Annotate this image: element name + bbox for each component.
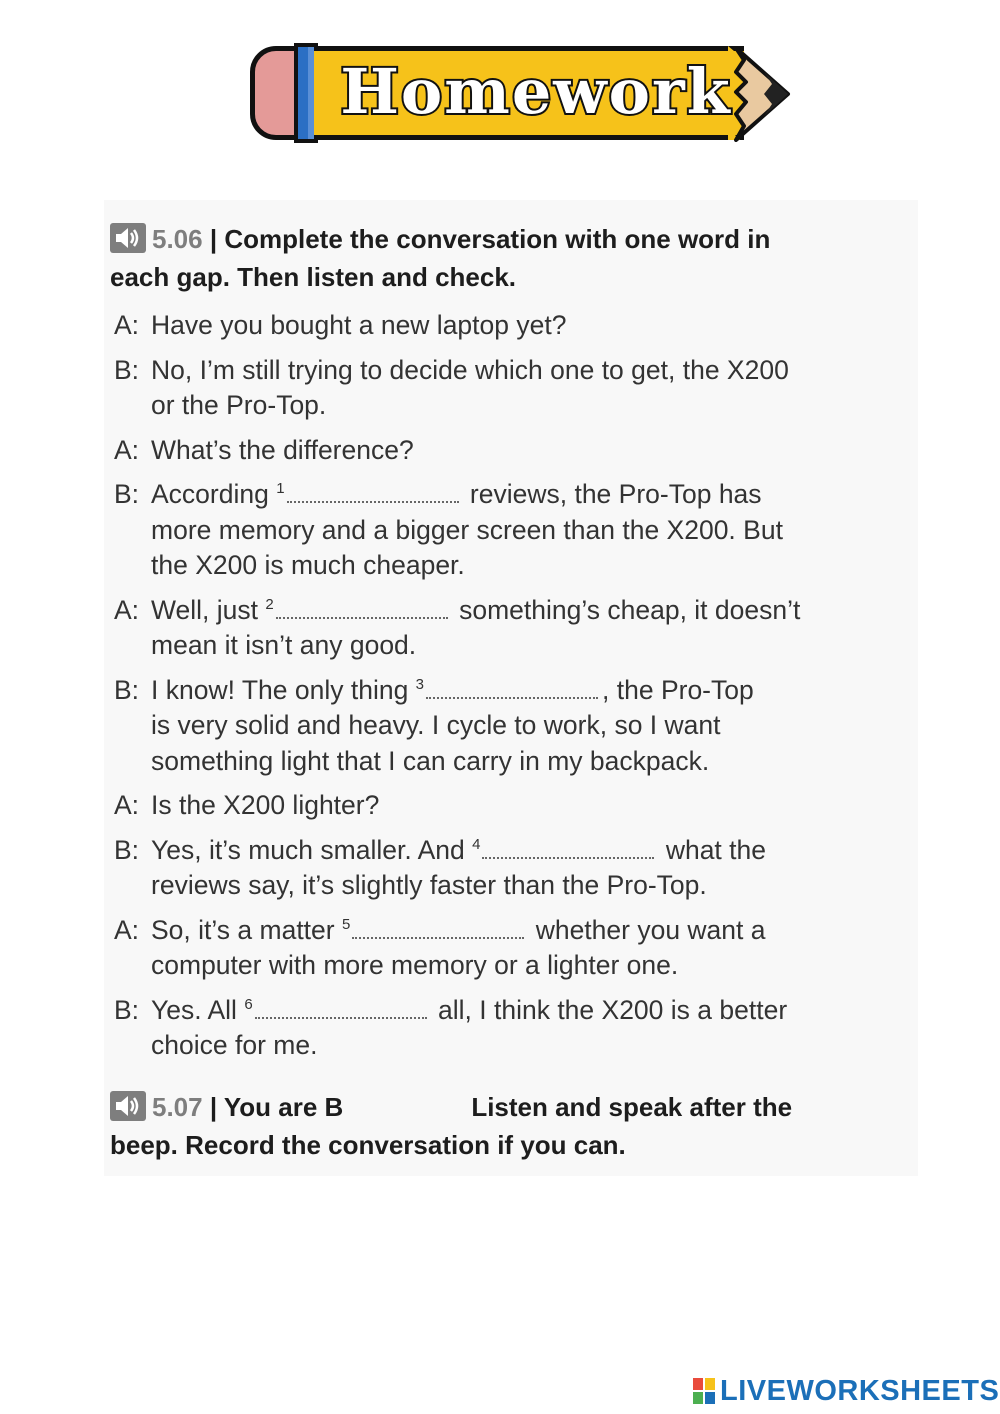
- dialog-text-line: something light that I can carry in my backpack.: [151, 745, 710, 776]
- speaker-label: B:: [114, 354, 140, 385]
- dialog-text-line: reviews say, it’s slightly faster than the Pro-Top.: [151, 870, 707, 900]
- conversation: [114, 308, 904, 1073]
- answer-gap-5[interactable]: [352, 915, 524, 939]
- dialog-text: Have you bought a new laptop yet?: [151, 310, 567, 340]
- speaker-label: A:: [114, 594, 140, 625]
- dialog-text-line: the X200 is much cheaper.: [151, 550, 465, 580]
- dialog-line: [114, 433, 904, 469]
- dialog-text: [151, 353, 904, 424]
- dialog-text-fragment: , the Pro-Top: [602, 674, 754, 705]
- exercise-instruction: | You are B: [202, 1092, 344, 1122]
- dialog-text: [151, 913, 904, 984]
- answer-gap-1[interactable]: [287, 479, 459, 503]
- page-title: Homework: [340, 55, 732, 128]
- answer-gap-6[interactable]: [255, 995, 427, 1019]
- dialog-text-line: choice for me.: [151, 1030, 318, 1060]
- dialog-text: [151, 477, 904, 584]
- answer-gap-2[interactable]: [276, 595, 448, 619]
- gap-number: 4: [472, 835, 481, 853]
- brand-name: LIVEWORKSHEETS: [720, 1374, 1000, 1407]
- dialog-line: [114, 833, 904, 904]
- dialog-text-line: mean it isn’t any good.: [151, 630, 417, 660]
- dialog-text: [151, 673, 904, 780]
- exercise-instruction-cont: each gap. Then listen and check.: [110, 262, 517, 292]
- dialog-line: [114, 477, 904, 584]
- audio-speaker-icon[interactable]: [110, 1091, 146, 1121]
- speaker-label: B:: [114, 479, 140, 509]
- exercise-instruction: | Complete the conversation with one word in: [202, 224, 771, 254]
- gap-number: 2: [265, 595, 274, 613]
- dialog-text-fragment: what the: [658, 834, 766, 865]
- exercise-heading-1: [110, 220, 870, 296]
- dialog-line: [114, 308, 904, 344]
- exercise-instruction-line2: beep. Record the conversation if you can.: [110, 1130, 626, 1160]
- speaker-label: A:: [114, 914, 140, 945]
- dialog-text-line: more memory and a bigger screen than the X200. But: [151, 514, 783, 545]
- dialog-text: [151, 593, 904, 664]
- exercise-number: 5.07: [152, 1092, 203, 1122]
- audio-speaker-icon[interactable]: [110, 223, 146, 253]
- speaker-label: A:: [114, 790, 140, 820]
- liveworksheets-logo-icon: [692, 1377, 716, 1405]
- dialog-text-fragment: whether you want a: [528, 914, 766, 945]
- dialog-line: [114, 673, 904, 780]
- exercise-heading-2: [110, 1088, 910, 1164]
- dialog-text-line: is very solid and heavy. I cycle to work, so I want: [151, 710, 721, 740]
- dialog-text-fragment: So, it’s a matter: [151, 914, 342, 945]
- dialog-line: [114, 993, 904, 1064]
- dialog-text: Is the X200 lighter?: [151, 790, 380, 820]
- speaker-label: A:: [114, 310, 140, 340]
- answer-gap-4[interactable]: [482, 835, 654, 859]
- gap-number: 6: [244, 995, 253, 1013]
- exercise-number: 5.06: [152, 224, 203, 254]
- dialog-text: What’s the difference?: [151, 434, 414, 465]
- dialog-text-fragment: Well, just: [151, 594, 266, 625]
- gap-number: 1: [276, 480, 285, 497]
- speaker-label: A:: [114, 434, 140, 465]
- dialog-line: [114, 788, 904, 824]
- liveworksheets-brand: [692, 1375, 999, 1407]
- dialog-text-line: or the Pro-Top.: [151, 390, 327, 420]
- gap-number: 5: [341, 915, 351, 933]
- dialog-line: [114, 593, 904, 664]
- dialog-text-fragment: reviews, the Pro-Top has: [462, 479, 762, 509]
- dialog-text-line: No, I’m still trying to decide which one to get, the X200: [151, 354, 789, 385]
- speaker-label: B:: [114, 834, 140, 865]
- gap-number: 3: [415, 675, 425, 693]
- exercise-instruction-cont: Listen and speak after the: [471, 1092, 793, 1122]
- dialog-text: [151, 833, 904, 904]
- dialog-text-fragment: all, I think the X200 is a better: [430, 994, 788, 1025]
- dialog-line: [114, 353, 904, 424]
- homework-pencil-banner: [250, 40, 795, 145]
- dialog-text-line: computer with more memory or a lighter one.: [151, 950, 679, 980]
- dialog-text-fragment: something’s cheap, it doesn’t: [451, 594, 801, 625]
- dialog-text-fragment: I know! The only thing: [151, 674, 416, 705]
- speaker-label: B:: [114, 994, 140, 1025]
- speaker-label: B:: [114, 674, 140, 705]
- dialog-text-fragment: According: [151, 479, 277, 509]
- answer-gap-3[interactable]: [426, 675, 598, 699]
- dialog-text-fragment: Yes. All: [151, 994, 245, 1025]
- dialog-text-fragment: Yes, it’s much smaller. And: [151, 834, 473, 865]
- dialog-text: [151, 993, 904, 1064]
- dialog-line: [114, 913, 904, 984]
